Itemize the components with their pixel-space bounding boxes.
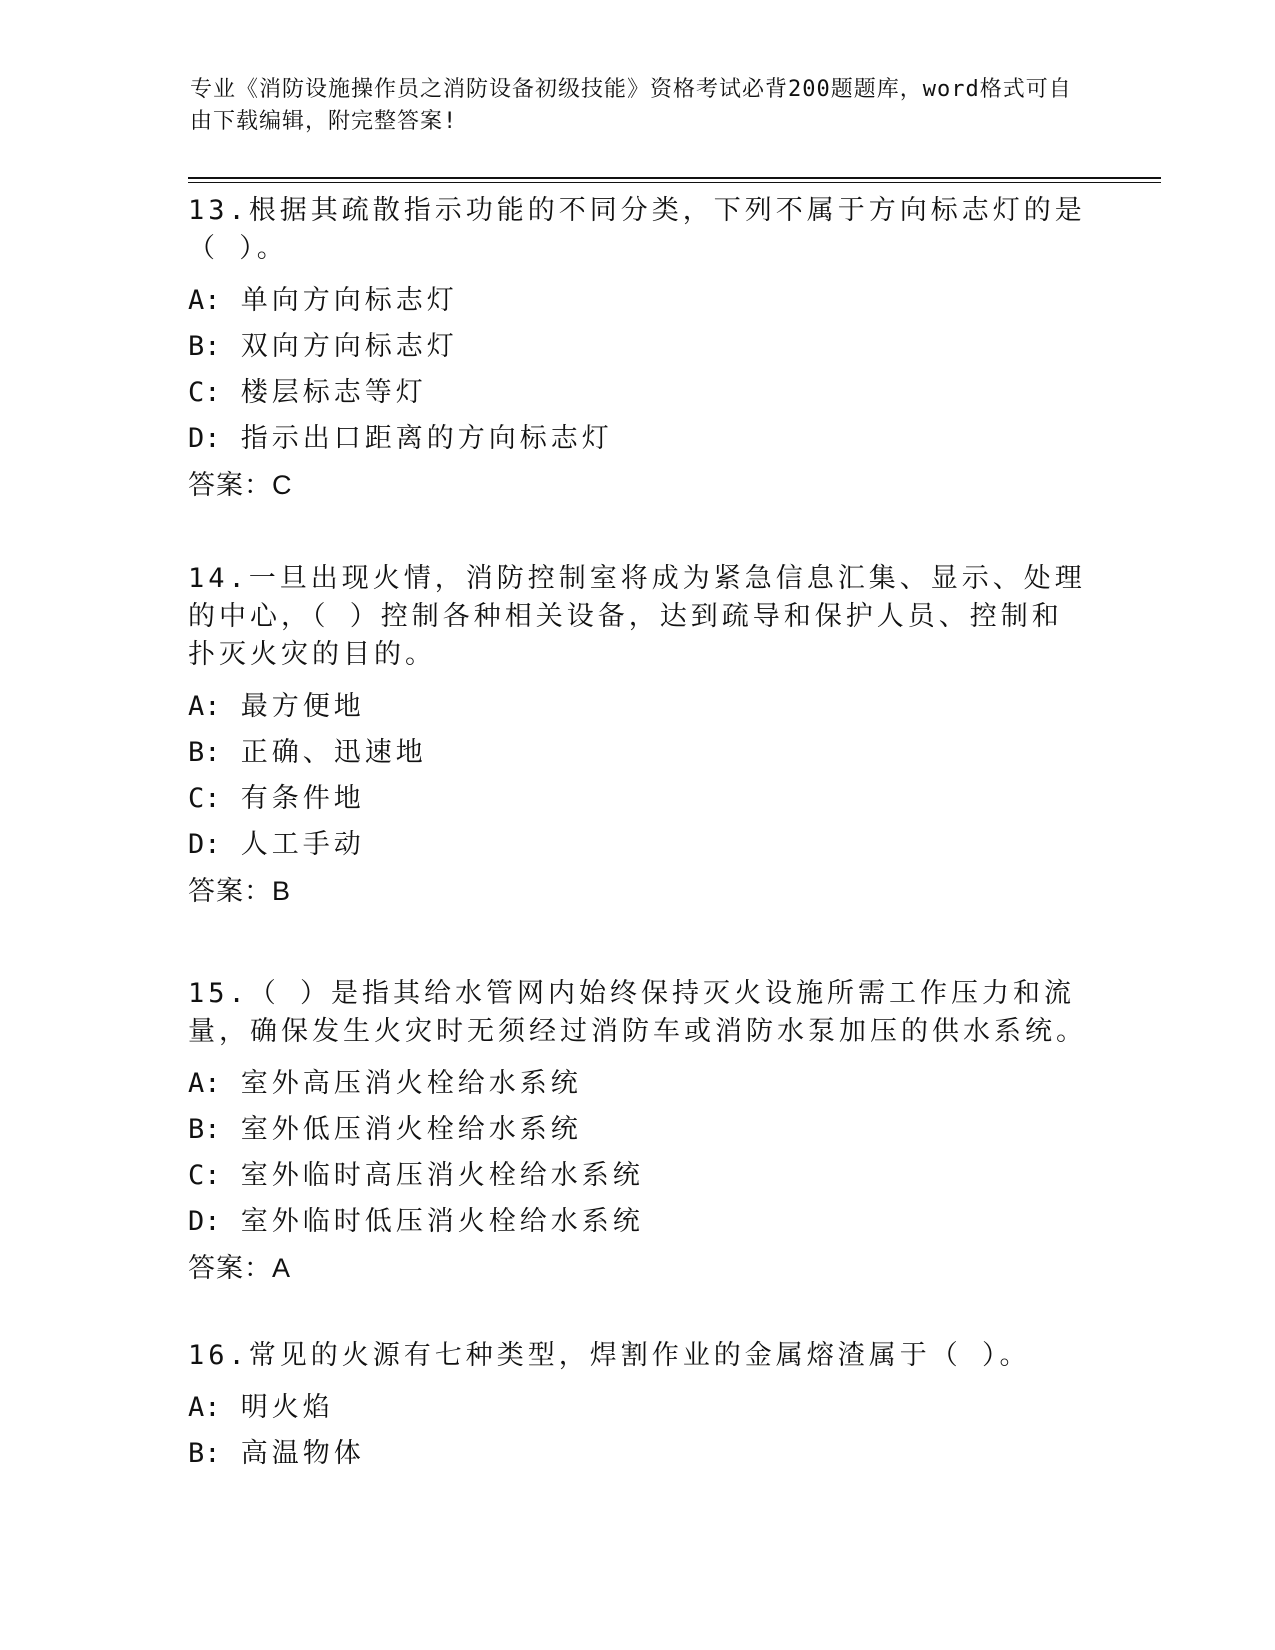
option-letter: A:	[188, 285, 221, 316]
option-letter: A:	[188, 691, 221, 722]
question-stem: 16.常见的火源有七种类型，焊割作业的金属熔渣属于（ ）。	[188, 1340, 1031, 1371]
question-stem: 14.一旦出现火情，消防控制室将成为紧急信息汇集、显示、处理的中心，（ ）控制各种相关设备，达到疏导和保护人员、控制和扑灭火灾的目的。	[188, 563, 1086, 670]
option-text: 楼层标志等灯	[240, 377, 427, 408]
option-a	[188, 684, 1088, 730]
option-text: 正确、迅速地	[240, 737, 427, 768]
answer-line: 答案：C	[188, 470, 293, 500]
option-b	[188, 1107, 1088, 1153]
option-text: 最方便地	[240, 691, 365, 722]
option-c	[188, 776, 1088, 822]
option-letter: B:	[188, 1114, 221, 1145]
answer-line: 答案：A	[188, 1253, 292, 1283]
option-text: 单向方向标志灯	[240, 285, 458, 316]
option-b	[188, 324, 1088, 370]
header-divider-thick	[188, 177, 1161, 179]
option-text: 指示出口距离的方向标志灯	[240, 423, 613, 454]
option-letter: D:	[188, 423, 221, 454]
question-14	[188, 560, 1088, 914]
option-text: 高温物体	[240, 1438, 365, 1469]
option-letter: B:	[188, 737, 221, 768]
option-d	[188, 822, 1088, 868]
option-a	[188, 1061, 1088, 1107]
header-divider-thin	[188, 182, 1161, 183]
option-text: 人工手动	[240, 829, 365, 860]
option-letter: C:	[188, 377, 221, 408]
option-c	[188, 370, 1088, 416]
option-text: 有条件地	[240, 783, 365, 814]
option-d	[188, 416, 1088, 462]
question-13	[188, 192, 1088, 508]
option-letter: C:	[188, 783, 221, 814]
option-a	[188, 278, 1088, 324]
option-letter: D:	[188, 829, 221, 860]
question-stem: 13.根据其疏散指示功能的不同分类，下列不属于方向标志灯的是（ ）。	[188, 195, 1086, 264]
option-text: 室外低压消火栓给水系统	[240, 1114, 582, 1145]
option-text: 明火焰	[240, 1392, 334, 1423]
option-text: 室外临时低压消火栓给水系统	[240, 1206, 644, 1237]
document-header: 专业《消防设施操作员之消防设备初级技能》资格考试必背200题题库，word格式可自由下载编辑，附完整答案!	[190, 77, 1072, 134]
option-letter: B:	[188, 1438, 221, 1469]
option-letter: A:	[188, 1392, 221, 1423]
option-letter: C:	[188, 1160, 221, 1191]
question-stem: 15.（ ）是指其给水管网内始终保持灭火设施所需工作压力和流量，确保发生火灾时无须经过消防车或消防水泵加压的供水系统。	[188, 978, 1087, 1047]
option-b	[188, 730, 1088, 776]
option-a	[188, 1385, 1088, 1431]
option-letter: B:	[188, 331, 221, 362]
question-15	[188, 975, 1088, 1291]
option-text: 双向方向标志灯	[240, 331, 458, 362]
option-text: 室外高压消火栓给水系统	[240, 1068, 582, 1099]
option-b	[188, 1431, 1088, 1477]
option-d	[188, 1199, 1088, 1245]
option-letter: D:	[188, 1206, 221, 1237]
option-text: 室外临时高压消火栓给水系统	[240, 1160, 644, 1191]
option-letter: A:	[188, 1068, 221, 1099]
answer-line: 答案：B	[188, 876, 292, 906]
question-16	[188, 1337, 1088, 1477]
option-c	[188, 1153, 1088, 1199]
